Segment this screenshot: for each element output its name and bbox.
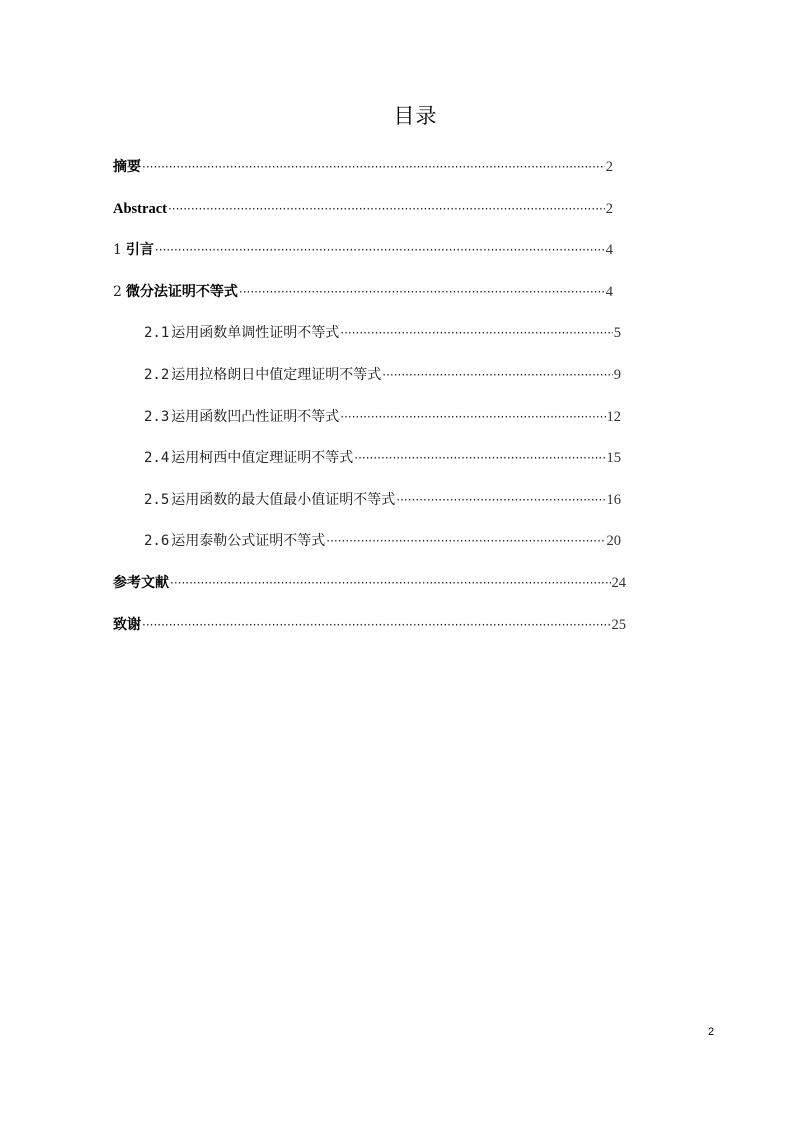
toc-entry-label: 微分法证明不等式 — [125, 284, 238, 300]
toc-entry-label: 运用函数单调性证明不等式 — [171, 325, 340, 341]
toc-entry-page-number: 4 — [605, 284, 613, 300]
toc-entry-page-number: 15 — [606, 450, 621, 466]
dot-leader — [168, 197, 605, 221]
toc-entry-acknowledgements[interactable] — [113, 613, 626, 637]
toc-entry-label: 运用拉格朗日中值定理证明不等式 — [171, 367, 382, 383]
dot-leader — [142, 613, 611, 637]
toc-entry-page-number: 20 — [606, 533, 621, 549]
toc-entry-section-2-5[interactable] — [144, 488, 621, 512]
toc-entry-abstract-en[interactable] — [113, 197, 613, 221]
dot-leader — [170, 571, 611, 595]
toc-entry-section-2-3[interactable] — [144, 405, 621, 429]
toc-entry-number: 2.6 — [144, 533, 170, 549]
toc-entry-number: 1 — [113, 242, 122, 258]
toc-entry-number: 2 — [113, 284, 122, 300]
toc-entry-number: 2.4 — [144, 450, 170, 466]
toc-entry-chapter-2[interactable] — [113, 280, 613, 304]
toc-entry-introduction[interactable] — [113, 238, 613, 262]
toc-entry-label: 引言 — [125, 242, 154, 258]
toc-title: 目录 — [393, 104, 438, 128]
toc-entry-page-number: 25 — [611, 617, 626, 633]
dot-leader — [155, 238, 605, 262]
dot-leader — [396, 488, 605, 512]
toc-entry-label: 摘要 — [113, 159, 141, 175]
toc-entry-section-2-4[interactable] — [144, 446, 621, 470]
toc-entry-page-number: 2 — [605, 159, 613, 175]
toc-entry-label: 运用柯西中值定理证明不等式 — [171, 450, 354, 466]
toc-entry-label: 致谢 — [113, 617, 141, 633]
toc-entry-page-number: 24 — [611, 575, 626, 591]
toc-entry-label: 运用泰勒公式证明不等式 — [171, 533, 326, 549]
toc-entry-number: 2.2 — [144, 367, 170, 383]
page-number: 2 — [708, 1026, 715, 1038]
toc-entry-page-number: 5 — [613, 325, 621, 341]
toc-entry-page-number: 16 — [606, 492, 621, 508]
dot-leader — [142, 155, 605, 179]
dot-leader — [340, 321, 612, 345]
dot-leader — [340, 405, 605, 429]
dot-leader — [239, 280, 605, 304]
toc-entry-page-number: 2 — [605, 201, 613, 217]
toc-entry-label: 运用函数的最大值最小值证明不等式 — [171, 492, 396, 508]
toc-entry-number: 2.5 — [144, 492, 170, 508]
toc-entry-label: 参考文献 — [113, 575, 169, 591]
toc-entry-label: Abstract — [113, 201, 167, 217]
toc-entry-number: 2.1 — [144, 325, 170, 341]
toc-entry-number: 2.3 — [144, 409, 170, 425]
toc-entry-references[interactable] — [113, 571, 626, 595]
toc-entry-page-number: 4 — [605, 242, 613, 258]
toc-entry-abstract-cn[interactable] — [113, 155, 613, 179]
dot-leader — [326, 529, 605, 553]
toc-entry-section-2-1[interactable] — [144, 321, 621, 345]
toc-entry-page-number: 9 — [613, 367, 621, 383]
toc-entry-page-number: 12 — [606, 409, 621, 425]
toc-entry-label: 运用函数凹凸性证明不等式 — [171, 409, 340, 425]
toc-entry-section-2-6[interactable] — [144, 529, 621, 553]
dot-leader — [354, 446, 605, 470]
toc-entry-section-2-2[interactable] — [144, 363, 621, 387]
dot-leader — [382, 363, 612, 387]
